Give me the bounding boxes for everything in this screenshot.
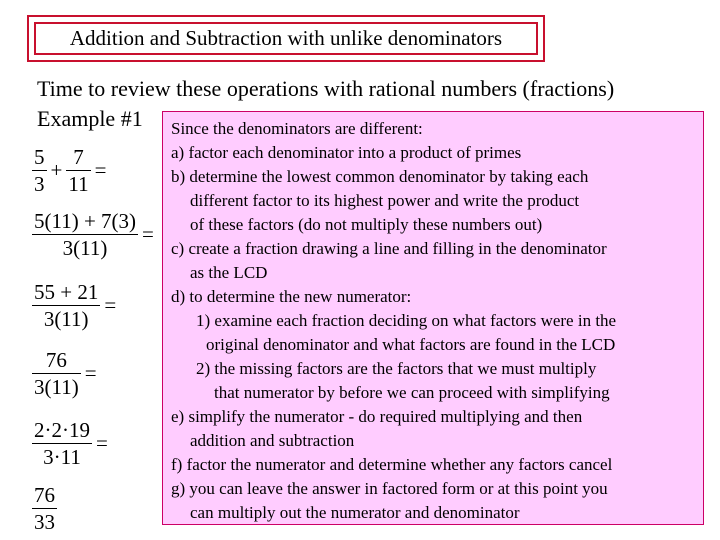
- equals-sign: =: [96, 431, 108, 455]
- notes-line: a) factor each denominator into a product of primes: [171, 143, 522, 162]
- notes-line: Since the denominators are different:: [171, 119, 423, 138]
- notes-line: different factor to its highest power and write the product: [190, 191, 580, 210]
- notes-line: that numerator by before we can proceed with simplifying: [214, 383, 610, 402]
- denominator: 3: [34, 172, 45, 196]
- numerator: 5: [34, 145, 45, 169]
- intro-text: Time to review these operations with rational numbers (fractions): [37, 76, 615, 101]
- notes-line: c) create a fraction drawing a line and filling in the denominator: [171, 239, 607, 258]
- denominator: 33: [34, 510, 55, 534]
- notes-line: 1) examine each fraction deciding on what factors were in the: [196, 311, 617, 330]
- notes-line: d) to determine the new numerator:: [171, 287, 412, 306]
- example-label: Example #1: [37, 106, 143, 131]
- denominator: 11: [68, 172, 89, 196]
- math-step-2: [32, 208, 158, 261]
- notes-line: can multiply out the numerator and denominator: [190, 503, 520, 522]
- plus-sign: +: [50, 158, 63, 182]
- equals-sign: =: [104, 293, 117, 317]
- slide-title: Addition and Subtraction with unlike denominators: [34, 22, 538, 55]
- math-step-6: [32, 482, 57, 535]
- numerator: 55 + 21: [34, 280, 99, 304]
- fraction-7-11: [66, 144, 90, 197]
- notes-line: 2) the missing factors are the factors that we must multiply: [196, 359, 597, 378]
- notes-line: f) factor the numerator and determine whether any factors cancel: [171, 455, 613, 474]
- fraction-5-3: [32, 144, 47, 197]
- fraction: [32, 417, 92, 470]
- fraction: [32, 279, 100, 332]
- fraction: [32, 208, 138, 261]
- numerator: 2·2·19: [34, 418, 90, 442]
- notes-line: b) determine the lowest common denominator by taking each: [171, 167, 589, 186]
- equals-sign: =: [84, 361, 97, 385]
- numerator: 7: [73, 145, 84, 169]
- instructions-panel: [162, 111, 704, 525]
- denominator: 3(11): [34, 375, 79, 399]
- title-frame: [27, 15, 545, 62]
- denominator: 3(11): [43, 307, 89, 331]
- math-step-1: [32, 144, 110, 197]
- equals-sign: =: [94, 158, 107, 182]
- denominator: 3·11: [43, 445, 81, 469]
- fraction-answer: [32, 482, 57, 535]
- notes-line: g) you can leave the answer in factored form or at this point you: [171, 479, 608, 498]
- equals-sign: =: [142, 222, 154, 246]
- notes-line: e) simplify the numerator - do required multiplying and then: [171, 407, 583, 426]
- numerator: 5(11) + 7(3): [34, 209, 137, 233]
- notes-line: of these factors (do not multiply these numbers out): [190, 215, 543, 234]
- math-step-3: [32, 279, 120, 332]
- fraction: [32, 347, 81, 400]
- math-step-4: [32, 347, 101, 400]
- denominator: 3(11): [62, 236, 108, 260]
- notes-line: addition and subtraction: [190, 431, 355, 450]
- numerator: 76: [34, 483, 55, 507]
- notes-line: as the LCD: [190, 263, 268, 282]
- notes-line: original denominator and what factors are found in the LCD: [206, 335, 616, 354]
- numerator: 76: [45, 348, 67, 372]
- math-step-5: [32, 417, 112, 470]
